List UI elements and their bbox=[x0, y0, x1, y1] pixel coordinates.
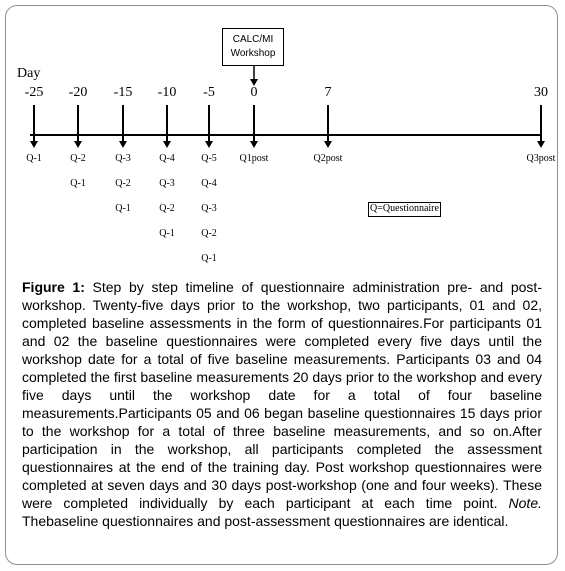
caption-text-a: Step by step timeline of questionnaire administration pre- and post-workshop. Twenty-five days prior to the workshop, two participants, 01 and 02, completed baseline assessments in the form of questionnaires.For participants 01 and 02 the baseline questionnaires were completed every five days until the workshop date for a total of five baseline measurements. Participants 03 and 04 completed the first baseline measurements 20 days prior to the workshop and every five days until the workshop date for a total of four baseline measurements.Participants 05 and 06 began baseline questionnaires 15 days prior to the workshop for a total of three baseline measurements, and so on.After participation in the workshop, all participants completed the assessment questionnaires at the end of the training day. Post workshop questionnaires were completed at seven days and 30 days post-workshop (one and four weeks). These were completed individually by each participant at each time point. bbox=[22, 279, 542, 511]
timeline-arrowhead-7 bbox=[537, 141, 545, 148]
legend-box: Q=Questionnaire bbox=[368, 202, 441, 217]
caption-label: Figure 1: bbox=[22, 279, 85, 295]
timeline-arrowhead-4 bbox=[205, 141, 213, 148]
questionnaire-sub-label: Q-2 bbox=[115, 178, 131, 189]
day-number: 0 bbox=[250, 85, 258, 100]
caption-note: Note. bbox=[508, 495, 542, 511]
questionnaire-sub-label: Q-1 bbox=[159, 228, 175, 239]
day-axis-title: Day bbox=[17, 66, 41, 81]
questionnaire-label: Q-1 bbox=[26, 153, 42, 164]
figure-caption bbox=[22, 278, 542, 530]
day-number: 7 bbox=[324, 85, 332, 100]
questionnaire-sub-label: Q-1 bbox=[115, 203, 131, 214]
day-number: -5 bbox=[203, 85, 215, 100]
questionnaire-label: Q-2 bbox=[70, 153, 86, 164]
questionnaire-sub-label: Q-2 bbox=[201, 228, 217, 239]
timeline-arrowhead-6 bbox=[324, 141, 332, 148]
timeline-arrowhead-2 bbox=[119, 141, 127, 148]
questionnaire-sub-label: Q-4 bbox=[201, 178, 217, 189]
timeline-arrowhead-5 bbox=[250, 141, 258, 148]
questionnaire-label: Q2post bbox=[313, 153, 343, 164]
day-number: -15 bbox=[113, 85, 133, 100]
questionnaire-sub-label: Q-3 bbox=[159, 178, 175, 189]
caption-text-b: Thebaseline questionnaires and post-assessment questionnaires are identical. bbox=[22, 513, 509, 529]
questionnaire-label: Q-5 bbox=[201, 153, 217, 164]
questionnaire-label: Q3post bbox=[526, 153, 556, 164]
questionnaire-label: Q-4 bbox=[159, 153, 175, 164]
timeline-arrowhead-0 bbox=[30, 141, 38, 148]
questionnaire-label: Q-3 bbox=[115, 153, 131, 164]
questionnaire-sub-label: Q-3 bbox=[201, 203, 217, 214]
timeline-arrowhead-1 bbox=[74, 141, 82, 148]
questionnaire-label: Q1post bbox=[239, 153, 269, 164]
workshop-box-line1: CALC/MI bbox=[232, 34, 274, 45]
day-number: -20 bbox=[68, 85, 88, 100]
timeline-arrowhead-3 bbox=[163, 141, 171, 148]
questionnaire-sub-label: Q-1 bbox=[201, 253, 217, 264]
questionnaire-sub-label: Q-2 bbox=[159, 203, 175, 214]
workshop-box bbox=[222, 28, 284, 66]
day-number: -25 bbox=[24, 85, 44, 100]
day-number: -10 bbox=[157, 85, 177, 100]
day-number: 30 bbox=[534, 85, 548, 100]
workshop-box-line2: Workshop bbox=[230, 48, 276, 59]
questionnaire-sub-label: Q-1 bbox=[70, 178, 86, 189]
